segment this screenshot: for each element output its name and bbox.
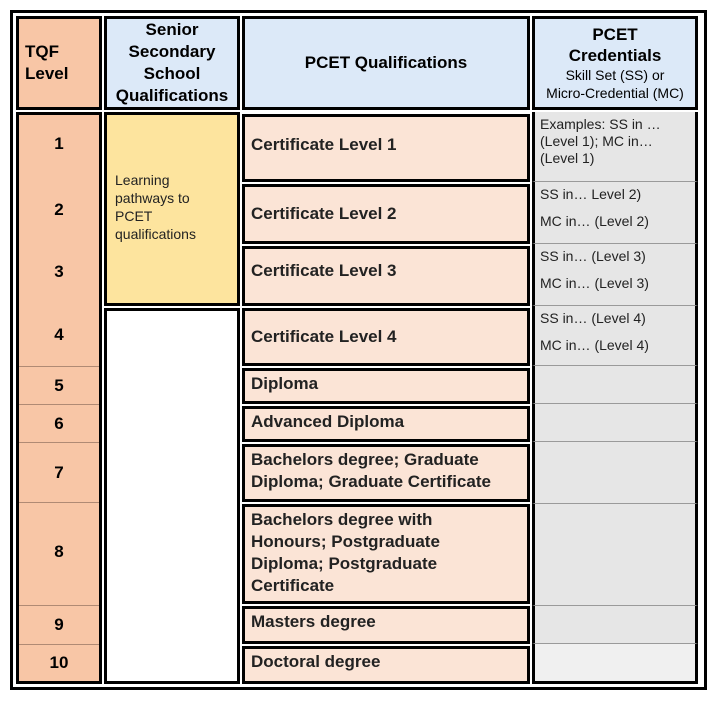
tqf-level-3: 3 — [54, 262, 64, 281]
credential-cell-level-10 — [532, 644, 698, 684]
header-cred-title2: Credentials — [568, 46, 662, 65]
tqf-level-7: 7 — [54, 463, 64, 482]
header-ss-line1: Senior — [145, 20, 199, 39]
qualification-masters: Masters degree — [242, 606, 530, 644]
senior-secondary-empty-cell — [104, 308, 240, 684]
qualification-certificate-level-3: Certificate Level 3 — [242, 246, 530, 306]
tqf-level-4: 4 — [54, 325, 64, 344]
tqf-level-2: 2 — [54, 200, 64, 219]
tqf-level-8: 8 — [54, 542, 64, 561]
qualification-bachelors-honours: Bachelors degree with Honours; Postgraduate Diploma; Postgraduate Certificate — [242, 504, 530, 604]
credential-level-4-ss: SS in… (Level 4) — [540, 310, 646, 326]
credential-level-2-mc: MC in… (Level 2) — [540, 213, 649, 229]
header-ss-line2: Secondary — [128, 42, 216, 61]
credential-level-2-ss: SS in… Level 2) — [540, 186, 642, 202]
credential-cell-level-2 — [532, 182, 698, 244]
header-pcet-qual-text: PCET Qualifications — [304, 53, 468, 72]
tqf-level-9: 9 — [54, 615, 64, 634]
qualification-advanced-diploma: Advanced Diploma — [242, 406, 530, 442]
credential-level-3-mc: MC in… (Level 3) — [540, 275, 649, 291]
credential-cell-level-5 — [532, 366, 698, 404]
header-ss-line3: School — [143, 64, 201, 83]
qualification-certificate-level-1: Certificate Level 1 — [242, 114, 530, 182]
tqf-level-column — [16, 112, 102, 684]
header-tqf-line2: Level — [25, 64, 69, 83]
qualification-diploma: Diploma — [242, 368, 530, 404]
header-cred-title1: PCET — [592, 25, 638, 44]
credential-cell-level-1 — [532, 112, 698, 182]
qualification-doctoral: Doctoral degree — [242, 646, 530, 684]
learning-pathways-text: Learning pathways to PCET qualifications — [115, 172, 196, 242]
credential-level-1-examples: Examples: SS in … (Level 1); MC in… (Level 1) — [540, 116, 661, 166]
credential-cell-level-9 — [532, 606, 698, 644]
tqf-level-6: 6 — [54, 414, 64, 433]
qualification-bachelors-graduate: Bachelors degree; Graduate Diploma; Graduate Certificate — [242, 444, 530, 502]
credential-cell-level-3 — [532, 244, 698, 306]
header-senior-secondary — [104, 16, 240, 110]
credential-level-3-ss: SS in… (Level 3) — [540, 248, 646, 264]
qualification-certificate-level-4: Certificate Level 4 — [242, 308, 530, 366]
header-cred-sub1: Skill Set (SS) or — [565, 67, 665, 83]
header-ss-line4: Qualifications — [115, 86, 229, 105]
tqf-level-1: 1 — [54, 134, 64, 153]
credential-cell-level-7 — [532, 442, 698, 504]
header-pcet-credentials — [532, 16, 698, 110]
header-pcet-qualifications — [242, 16, 530, 110]
credential-cell-level-6 — [532, 404, 698, 442]
header-tqf-level — [16, 16, 102, 110]
tqf-level-5: 5 — [54, 376, 64, 395]
header-cred-sub2: Micro-Credential (MC) — [546, 85, 684, 101]
tqf-level-10: 10 — [49, 653, 69, 672]
credential-cell-level-8 — [532, 504, 698, 606]
header-tqf-line1: TQF — [25, 42, 59, 61]
qualification-certificate-level-2: Certificate Level 2 — [242, 184, 530, 244]
credential-cell-level-4 — [532, 306, 698, 366]
learning-pathways-cell — [104, 112, 240, 306]
credential-level-4-mc: MC in… (Level 4) — [540, 337, 649, 353]
